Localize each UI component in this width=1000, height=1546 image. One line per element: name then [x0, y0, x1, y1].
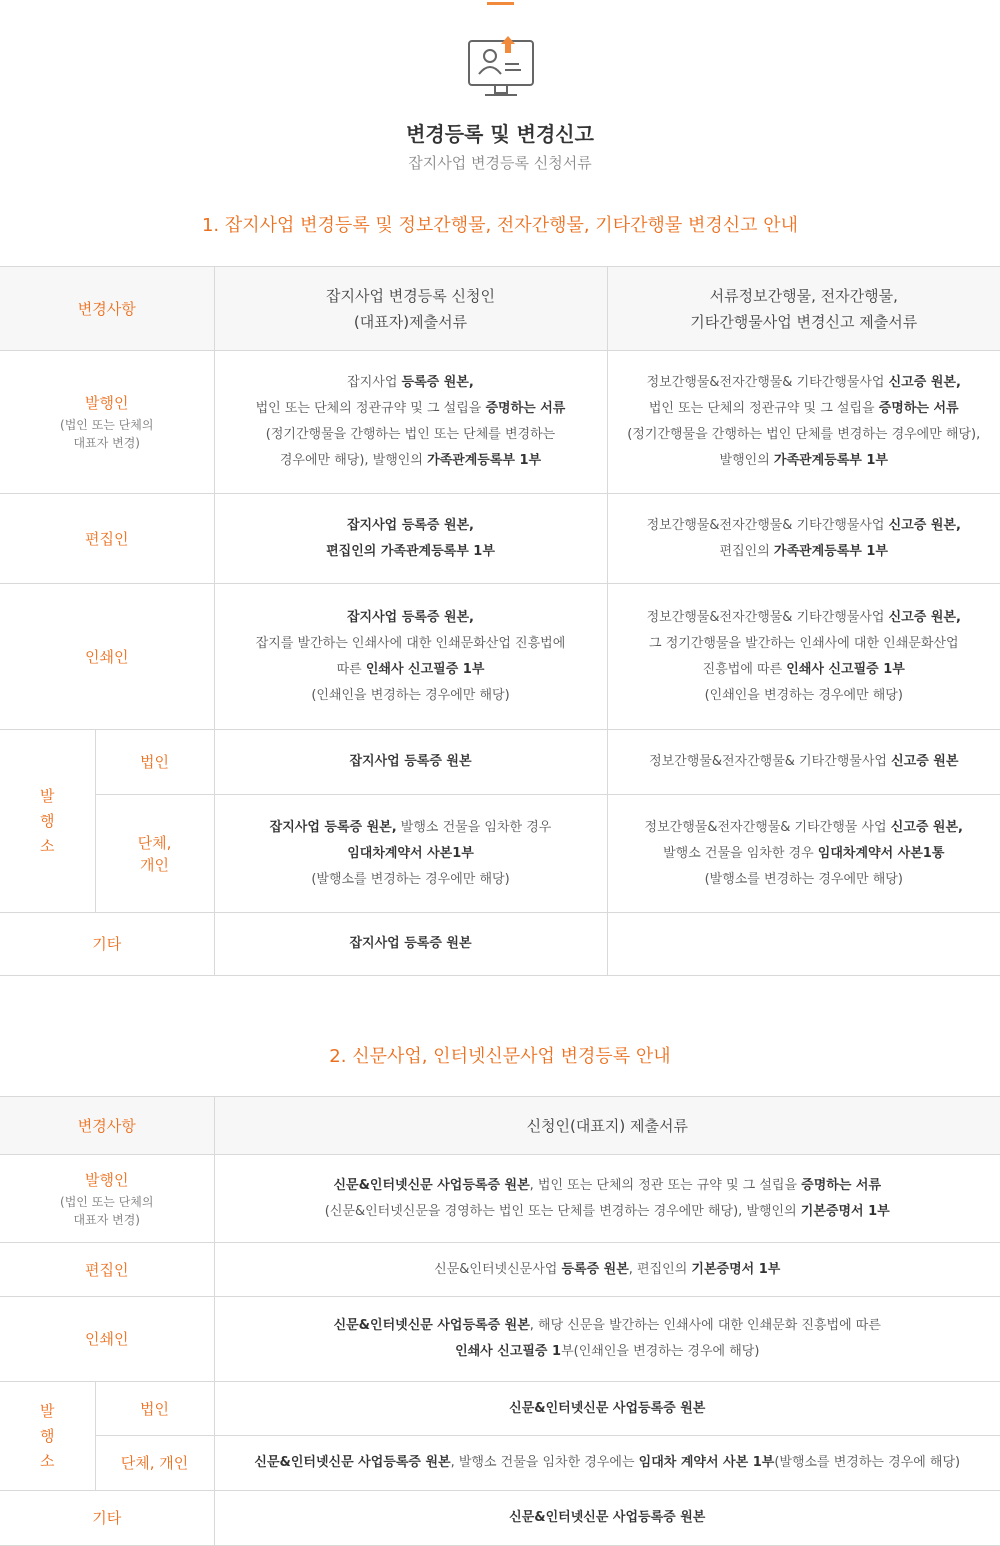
row-label-publisher: 발행인 (법인 또는 단체의 대표자 변경) — [0, 1155, 214, 1243]
newspaper-change-table — [0, 1096, 1000, 1546]
row-label-other: 기타 — [0, 1491, 214, 1546]
row-label-editor: 편집인 — [0, 1243, 214, 1297]
table-row — [0, 584, 1000, 730]
editor-docs: 신문&인터넷신문사업 등록증 원본, 편집인의 기본증명서 1부 — [214, 1243, 1000, 1297]
other-periodical-docs — [607, 913, 1000, 976]
row-label-publisher: 발행인 (법인 또는 단체의 대표자 변경) — [0, 351, 214, 494]
row-label-office-corp: 법인 — [95, 730, 214, 795]
table-row — [0, 913, 1000, 976]
office-group-periodical-docs: 정보간행물&전자간행물& 기타간행물 사업 신고증 원본, 발행소 건물을 임차한 경우 임대차계약서 사본1통 (발행소를 변경하는 경우에만 해당) — [607, 795, 1000, 913]
table-row — [0, 1243, 1000, 1297]
page-subtitle: 잡지사업 변경등록 신청서류 — [408, 154, 592, 172]
office-group-magazine-docs: 잡지사업 등록증 원본, 발행소 건물을 임차한 경우 임대차계약서 사본1부 (발행소를 변경하는 경우에만 해당) — [214, 795, 607, 913]
row-label-printer: 인쇄인 — [0, 584, 214, 730]
header-category: 변경사항 — [0, 267, 214, 351]
table-row — [0, 494, 1000, 584]
row-label-printer: 인쇄인 — [0, 1297, 214, 1382]
publisher-magazine-docs: 잡지사업 등록증 원본, 법인 또는 단체의 정관규약 및 그 설립을 증명하는 서류 (정기간행물을 간행하는 법인 또는 단체를 변경하는 경우에만 해당), 발행인의 가족관계등록부 1부 — [214, 351, 607, 494]
row-label-office-group: 단체, 개인 — [95, 795, 214, 913]
header-periodical-docs: 서류정보간행물, 전자간행물, 기타간행물사업 변경신고 제출서류 — [607, 267, 1000, 351]
table-header-row — [0, 1097, 1000, 1155]
other-docs: 신문&인터넷신문 사업등록증 원본 — [214, 1491, 1000, 1546]
table-header-row — [0, 267, 1000, 351]
table-row — [0, 730, 1000, 795]
table-row — [0, 351, 1000, 494]
editor-periodical-docs: 정보간행물&전자간행물& 기타간행물사업 신고증 원본, 편집인의 가족관계등록부 1부 — [607, 494, 1000, 584]
row-label-office: 발 행 소 — [0, 730, 95, 913]
magazine-change-table — [0, 266, 1000, 976]
publisher-docs: 신문&인터넷신문 사업등록증 원본, 법인 또는 단체의 정관 또는 규약 및 그 설립을 증명하는 서류 (신문&인터넷신문을 경영하는 법인 또는 단체를 변경하는 경우에만 해당), 발행인의 기본증명서 1부 — [214, 1155, 1000, 1243]
section1-title: 1. 잡지사업 변경등록 및 정보간행물, 전자간행물, 기타간행물 변경신고 안내 — [201, 215, 799, 236]
other-magazine-docs: 잡지사업 등록증 원본 — [214, 913, 607, 976]
row-label-office-corp: 법인 — [95, 1382, 214, 1436]
section2-title: 2. 신문사업, 인터넷신문사업 변경등록 안내 — [329, 1046, 671, 1067]
office-corp-periodical-docs: 정보간행물&전자간행물& 기타간행물사업 신고증 원본 — [607, 730, 1000, 795]
row-label-other: 기타 — [0, 913, 214, 976]
monitor-upload-icon — [467, 34, 535, 100]
table-row — [0, 1436, 1000, 1491]
row-label-office-group: 단체, 개인 — [95, 1436, 214, 1491]
printer-docs: 신문&인터넷신문 사업등록증 원본, 해당 신문을 발간하는 인쇄사에 대한 인쇄문화 진흥법에 따른 인쇄사 신고필증 1부(인쇄인을 변경하는 경우에 해당) — [214, 1297, 1000, 1382]
publisher-periodical-docs: 정보간행물&전자간행물& 기타간행물사업 신고증 원본, 법인 또는 단체의 정관규약 및 그 설립을 증명하는 서류 (정기간행물을 간행하는 법인 단체를 변경하는 경우에만 해당), 발행인의 가족관계등록부 1부 — [607, 351, 1000, 494]
page-title: 변경등록 및 변경신고 — [406, 122, 594, 146]
header-magazine-docs: 잡지사업 변경등록 신청인 (대표자)제출서류 — [214, 267, 607, 351]
printer-magazine-docs: 잡지사업 등록증 원본, 잡지를 발간하는 인쇄사에 대한 인쇄문화산업 진흥법에 따른 인쇄사 신고필증 1부 (인쇄인을 변경하는 경우에만 해당) — [214, 584, 607, 730]
table-row — [0, 795, 1000, 913]
table-row — [0, 1491, 1000, 1546]
header-applicant-docs: 신청인(대표지) 제출서류 — [214, 1097, 1000, 1155]
office-group-docs: 신문&인터넷신문 사업등록증 원본, 발행소 건물을 임차한 경우에는 임대차 계약서 사본 1부(발행소를 변경하는 경우에 해당) — [214, 1436, 1000, 1491]
header-category: 변경사항 — [0, 1097, 214, 1155]
editor-magazine-docs: 잡지사업 등록증 원본, 편집인의 가족관계등록부 1부 — [214, 494, 607, 584]
publisher-note: (법인 또는 단체의 대표자 변경) — [60, 1194, 154, 1227]
row-label-editor: 편집인 — [0, 494, 214, 584]
row-label-office: 발 행 소 — [0, 1382, 95, 1491]
top-accent-bar — [487, 2, 514, 5]
table-row — [0, 1297, 1000, 1382]
table-row — [0, 1382, 1000, 1436]
printer-periodical-docs: 정보간행물&전자간행물& 기타간행물사업 신고증 원본, 그 정기간행물을 발간하는 인쇄사에 대한 인쇄문화산업 진흥법에 따른 인쇄사 신고필증 1부 (인쇄인을 변경하는 경우에만 해당) — [607, 584, 1000, 730]
office-corp-magazine-docs: 잡지사업 등록증 원본 — [214, 730, 607, 795]
office-corp-docs: 신문&인터넷신문 사업등록증 원본 — [214, 1382, 1000, 1436]
table-row — [0, 1155, 1000, 1243]
publisher-note: (법인 또는 단체의 대표자 변경) — [60, 418, 154, 450]
